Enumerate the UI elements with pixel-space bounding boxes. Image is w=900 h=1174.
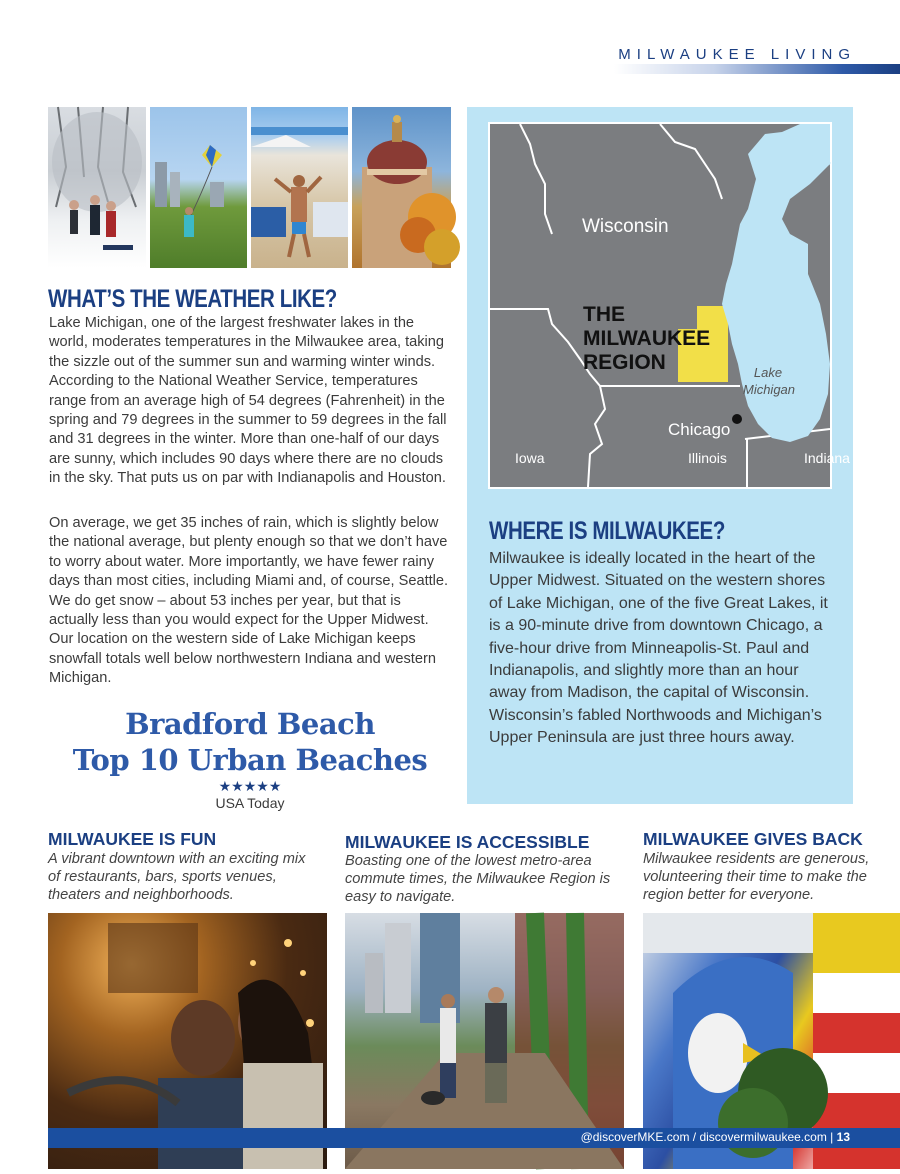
footer-links[interactable]: @discoverMKE.com / discovermilwaukee.com	[580, 1130, 827, 1144]
photo-kite-flying	[150, 107, 247, 268]
label-iowa: Iowa	[515, 450, 545, 466]
footer-separator: |	[830, 1130, 834, 1144]
award-title: Bradford Beach	[125, 707, 375, 741]
label-lake-1: Lake	[753, 365, 783, 380]
weather-paragraph-2: On average, we get 35 inches of rain, which is slightly below the national average, but plenty enough so that we don’t have to worry about water. More importantly, we have fewer rainy days than most cities, including Miami and, of course, Seattle. We do get snow – about 53 inches per year, but that is actually less than you would expect for the Upper Midwest. Our location on the western side of Lake Michigan keeps snowfall totals well below northwestern Indiana and western Michigan.	[49, 515, 449, 687]
gives-back-heading: MILWAUKEE GIVES BACK	[643, 829, 863, 849]
where-paragraph: Milwaukee is ideally located in the heart of the Upper Midwest. Situated on the western shores of Lake Michigan, one of the five Great Lakes, it is a 90-minute drive from downtown Chicago, a five-hour drive from Minneapolis-St. Paul and Indianapolis, and slightly more than an hour away from Madison, the capital of Wisconsin. Wisconsin’s fabled Northwoods and Michigan’s Upper Peninsula are just three hours away.	[489, 550, 828, 747]
photo-beach-volleyball	[251, 107, 348, 268]
section-title: MILWAUKEE LIVING	[618, 46, 856, 63]
label-chicago: Chicago	[668, 420, 731, 439]
label-region-3: REGION	[583, 351, 666, 374]
label-illinois: Illinois	[688, 450, 727, 466]
region-map	[488, 122, 850, 489]
photo-winter-sledding	[48, 107, 146, 268]
weather-heading: WHAT’S THE WEATHER LIKE?	[48, 285, 337, 313]
gives-back-text: Milwaukee residents are generous, volunteering their time to make the region better for everyone.	[643, 851, 870, 903]
fun-heading: MILWAUKEE IS FUN	[48, 829, 217, 849]
label-indiana: Indiana	[804, 450, 850, 466]
fun-text: A vibrant downtown with an exciting mix of restaurants, bars, sports venues, theaters and neighborhoods.	[48, 851, 306, 903]
accessible-text: Boasting one of the lowest metro-area commute times, the Milwaukee Region is easy to navigate.	[345, 853, 611, 905]
page-number: 13	[836, 1130, 850, 1144]
where-heading: WHERE IS MILWAUKEE?	[489, 517, 725, 545]
label-region-2: MILWAUKEE	[583, 327, 711, 350]
label-region-1: THE	[583, 303, 625, 326]
photo-domed-building	[352, 107, 451, 268]
weather-paragraph-1: Lake Michigan, one of the largest freshwater lakes in the world, moderates temperatures in the Milwaukee area, taking the sizzle out of the summer sun and warming winter winds. According to the National Weather Service, temperatures range from an average high of 54 degrees (Fahrenheit) in the spring and 79 degrees in the summer to 59 degrees in the fall and 31 degrees in the winter. More than one-half of our days are sunny, which includes 90 days where there are no clouds in the sky. That puts us on par with Indianapolis and Houston.	[49, 315, 447, 487]
chicago-marker	[732, 414, 742, 424]
label-lake-2: Michigan	[742, 382, 796, 397]
label-wisconsin: Wisconsin	[582, 216, 669, 237]
footer-text	[581, 1130, 850, 1144]
award-stars: ★★★★★	[218, 778, 282, 794]
award-subtitle: Top 10 Urban Beaches	[72, 743, 428, 777]
award-source: USA Today	[215, 795, 285, 811]
header-gradient-bar	[614, 64, 900, 74]
accessible-heading: MILWAUKEE IS ACCESSIBLE	[345, 832, 590, 852]
